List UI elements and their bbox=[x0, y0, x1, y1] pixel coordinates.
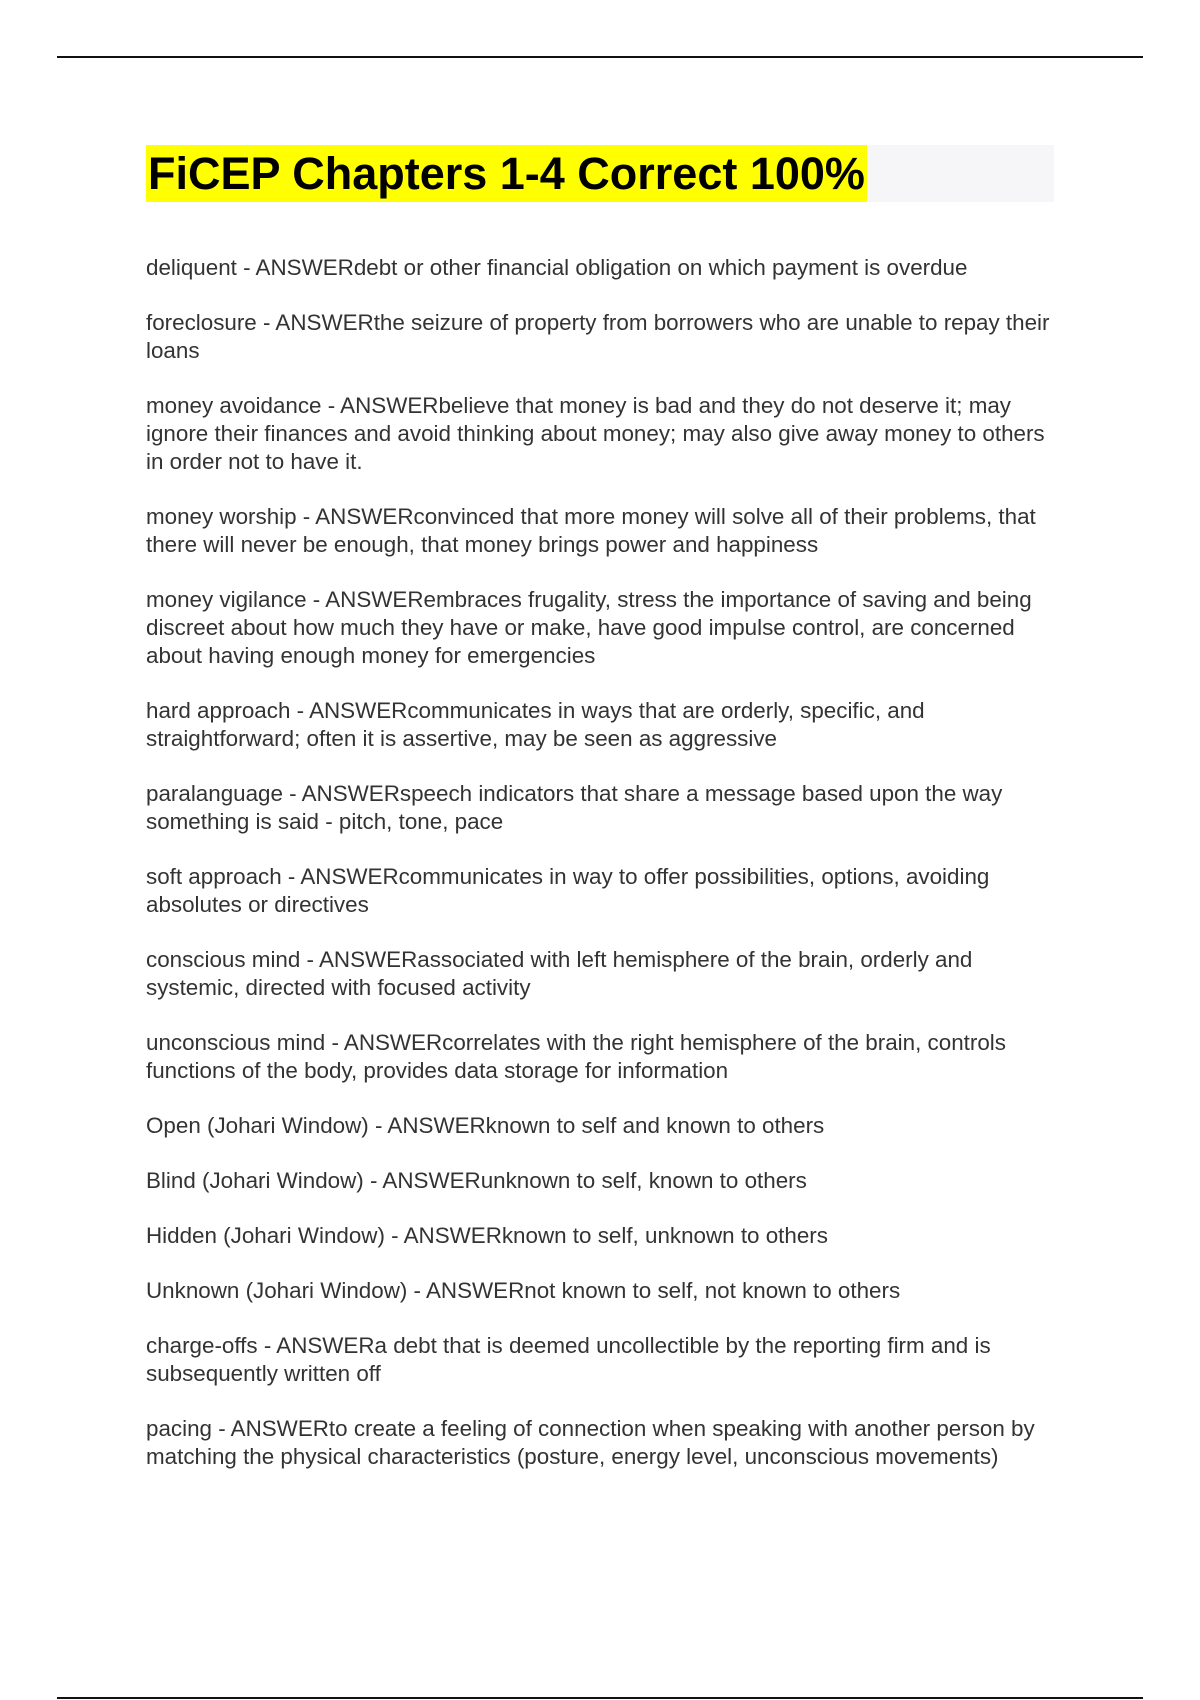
entry-blind-johari: Blind (Johari Window) - ANSWERunknown to self, known to others bbox=[146, 1168, 807, 1193]
entry-money-avoidance: money avoidance - ANSWERbelieve that money is bad and they do not deserve it; may ignore their finances and avoid thinking about money; may also give away money to others in order not to have it. bbox=[146, 393, 1045, 474]
entry-money-vigilance: money vigilance - ANSWERembraces frugality, stress the importance of saving and being discreet about how much they have or make, have good impulse control, are concerned about having enough money for emergencies bbox=[146, 587, 1032, 668]
entry-list bbox=[146, 254, 1061, 1498]
document-title: FiCEP Chapters 1-4 Correct 100% bbox=[146, 145, 867, 202]
entry-hard-approach: hard approach - ANSWERcommunicates in ways that are orderly, specific, and straightforward; often it is assertive, may be seen as aggressive bbox=[146, 698, 925, 751]
entry-pacing: pacing - ANSWERto create a feeling of connection when speaking with another person by matching the physical characteristics (posture, energy level, unconscious movements) bbox=[146, 1416, 1035, 1469]
entry-soft-approach: soft approach - ANSWERcommunicates in way to offer possibilities, options, avoiding absolutes or directives bbox=[146, 864, 990, 917]
entry-open-johari: Open (Johari Window) - ANSWERknown to self and known to others bbox=[146, 1113, 825, 1138]
entry-hidden-johari: Hidden (Johari Window) - ANSWERknown to self, unknown to others bbox=[146, 1223, 828, 1248]
bottom-rule bbox=[57, 1697, 1143, 1699]
entry-conscious-mind: conscious mind - ANSWERassociated with left hemisphere of the brain, orderly and systemic, directed with focused activity bbox=[146, 947, 973, 1000]
top-rule bbox=[57, 56, 1143, 58]
entry-deliquent: deliquent - ANSWERdebt or other financial obligation on which payment is overdue bbox=[146, 255, 968, 280]
entry-money-worship: money worship - ANSWERconvinced that more money will solve all of their problems, that there will never be enough, that money brings power and happiness bbox=[146, 504, 1036, 557]
entry-unknown-johari: Unknown (Johari Window) - ANSWERnot known to self, not known to others bbox=[146, 1278, 901, 1303]
entry-charge-offs: charge-offs - ANSWERa debt that is deemed uncollectible by the reporting firm and is subsequently written off bbox=[146, 1333, 991, 1386]
entry-foreclosure: foreclosure - ANSWERthe seizure of property from borrowers who are unable to repay their loans bbox=[146, 310, 1050, 363]
entry-unconscious-mind: unconscious mind - ANSWERcorrelates with the right hemisphere of the brain, controls functions of the body, provides data storage for information bbox=[146, 1030, 1006, 1083]
entry-paralanguage: paralanguage - ANSWERspeech indicators that share a message based upon the way something is said - pitch, tone, pace bbox=[146, 781, 1003, 834]
